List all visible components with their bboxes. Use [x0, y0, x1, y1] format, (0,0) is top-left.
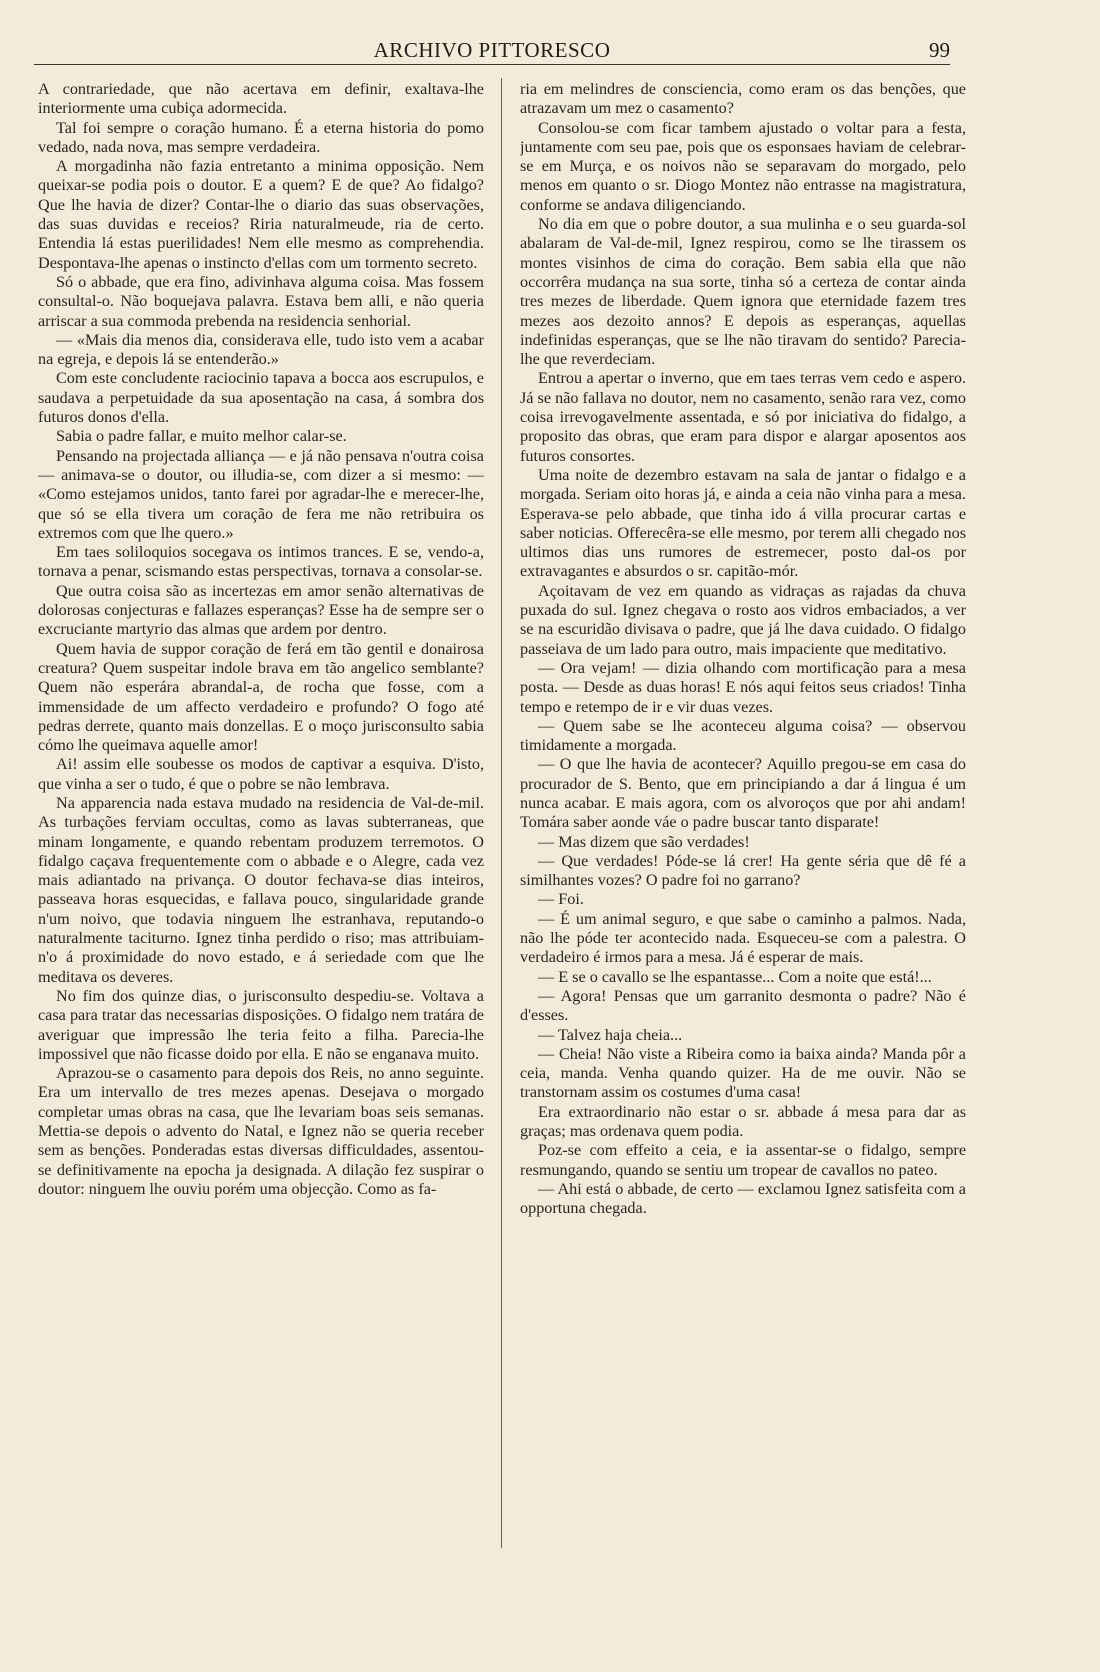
paragraph: ria em melindres de consciencia, como eram os das benções, que atrazavam um mez o casamento?: [520, 80, 966, 118]
page-header: [34, 34, 950, 65]
paragraph: — Cheia! Não viste a Ribeira como ia baixa ainda? Manda pôr a ceia, manda. Venha quando quizer. Ha de me ouvir. Não se transtornam assim os costumes d'uma casa!: [520, 1044, 966, 1102]
paragraph: No dia em que o pobre doutor, a sua mulinha e o seu guarda-sol abalaram de Val-de-mil, Ignez respirou, como se lhe tirassem os montes visinhos de cima do coração. Bem sabia ella que não occorrêra mudança na sua sorte, tinha só a certeza de contar ainda tres mezes de liberdade. Quem ignora que eternidade fazem tres mezes aos dezoito annos? E depois as esperanças, aquellas indefinidas esperanças, que se lhe não tiravam do sentido? Parecia-lhe que reverdeciam.: [520, 215, 966, 369]
paragraph: — Talvez haja cheia...: [538, 1025, 683, 1044]
paragraph: Entrou a apertar o inverno, que em taes terras vem cedo e aspero. Já se não fallava no doutor, nem no casamento, senão rara vez, como coisa irrevogavelmente assentada, e só por iniciativa do fidalgo, a proposito das obras, que eram para dispor e alargar aposentos aos futuros consortes.: [520, 369, 966, 465]
paragraph: Em taes soliloquios socegava os intimos trances. E se, vendo-a, tornava a penar, scismando estas perspectivas, tornava a consolar-se.: [38, 543, 484, 581]
paragraph: Pensando na projectada alliança — e já não pensava n'outra coisa — animava-se o doutor, ou illudia-se, com dizer a si mesmo: — «Como estejamos unidos, tanto farei por agradar-lhe e merecer-lhe, que só se ella tivera um coração de fera me não retribuira os extremos com que lhe quero.»: [38, 446, 484, 542]
paragraph: A morgadinha não fazia entretanto a minima opposição. Nem queixar-se podia pois o doutor. E a quem? E de que? Ao fidalgo? Que lhe havia de dizer? Contar-lhe o diario das suas observações, das suas duvidas e receios? Riria naturalmeude, ria de certo. Entendia lá estas puerilidades! Nem elle mesmo as comprehendia. Despontava-lhe apenas o instincto d'ellas com um tormento secreto.: [38, 157, 484, 272]
paragraph: — Ahi está o abbade, de certo — exclamou Ignez satisfeita com a opportuna chegada.: [520, 1179, 966, 1218]
paragraph: — Mas dizem que são verdades!: [538, 832, 750, 851]
paragraph: Uma noite de dezembro estavam na sala de jantar o fidalgo e a morgada. Seriam oito horas já, e ainda a ceia não vinha para a mesa. Esperava-se pelo abbade, que tinha ido á villa procurar cartas e saber noticias. Offerecêra-se elle mesmo, por terem alli chegado nos ultimos dias uns rumores de estremecer, posto dal-os por extravagantes e absurdos o sr. capitão-mór.: [520, 465, 966, 581]
paragraph: Poz-se com effeito a ceia, e ia assentar-se o fidalgo, sempre resmungando, quando se sentiu um tropear de cavallos no pateo.: [520, 1141, 966, 1179]
page-number: 99: [929, 38, 950, 62]
text-column-right: [520, 80, 966, 1600]
paragraph: Na apparencia nada estava mudado na residencia de Val-de-mil. As turbações ferviam occultas, como as lavas subterraneas, que minam longamente, e quando rebentam produzem terremotos. O fidalgo caçava frequentemente com o abbade e o Alegre, cada vez mais adiantado na privança. O doutor fechava-se dias inteiros, passeava horas esquecidas, e fallava pouco, singularidade grande n'um noivo, que todavia ninguem lhe estranhava, reputando-o naturalmente taciturno. Ignez tinha perdido o riso; mas attribuiam-n'o á proximidade do novo estado, e á seriedade com que lhe meditava os deveres.: [38, 793, 484, 986]
paragraph: — Quem sabe se lhe aconteceu alguma coisa? — observou timidamente a morgada.: [520, 716, 966, 755]
paragraph: — É um animal seguro, e que sabe o caminho a palmos. Nada, não lhe póde ter acontecido nada. Esqueceu-se com a palestra. O verdadeiro é irmos para a mesa. Já é esperar de mais.: [520, 909, 966, 967]
paragraph: — «Mais dia menos dia, considerava elle, tudo isto vem a acabar na egreja, e depois lá se entenderão.»: [38, 330, 484, 369]
paragraph: — O que lhe havia de acontecer? Aquillo pregou-se em casa do procurador de S. Bento, que em principiando a dar á lingua é um nunca acabar. E mais agora, com os alvoroços que por ahi andam! Tomára saber aonde váe o padre buscar tanto disparate!: [520, 755, 966, 832]
running-title: ARCHIVO PITTORESCO: [373, 38, 611, 62]
paragraph: Era extraordinario não estar o sr. abbade á mesa para dar as graças; mas ordenava quem podia.: [520, 1102, 966, 1141]
paragraph: — E se o cavallo se lhe espantasse... Com a noite que está!...: [538, 967, 932, 986]
paragraph: Tal foi sempre o coração humano. É a eterna historia do pomo vedado, nada nova, mas sempre verdadeira.: [38, 118, 484, 156]
paragraph: Quem havia de suppor coração de ferá em tão gentil e donairosa creatura? Quem suspeitar indole brava em tão angelico semblante? Quem não esperára abrandal-a, de rocha que fosse, com a immensidade de um affecto verdadeiro e profundo? O fogo até pedras derrete, quanto mais donzellas. E o moço jurisconsulto sabia cómo lhe queimava aquelle amor!: [38, 639, 484, 755]
paragraph: Que outra coisa são as incertezas em amor senão alternativas de dolorosas conjecturas e fallazes esperanças? Esse ha de sempre ser o excruciante martyrio das almas que ardem por dentro.: [38, 581, 484, 639]
paragraph: Açoitavam de vez em quando as vidraças as rajadas da chuva puxada do sul. Ignez chegava o rosto aos vidros embaciados, a ver se na escuridão divisava o padre, que já lhe dava cuidado. O fidalgo passeiava de um lado para outro, mais impaciente que meditativo.: [520, 581, 966, 658]
paragraph: — Agora! Pensas que um garranito desmonta o padre? Não é d'esses.: [520, 986, 966, 1025]
paragraph: Consolou-se com ficar tambem ajustado o voltar para a festa, juntamente com seu pae, pois que os esponsaes haviam de celebrar-se em Murça, e os noivos não se separavam do morgado, pelo menos em quanto o sr. Diogo Montez não entrasse na magistratura, conforme se andava diligenciando.: [520, 118, 966, 214]
paragraph: — Foi.: [538, 890, 584, 909]
paragraph: Aprazou-se o casamento para depois dos Reis, no anno seguinte. Era um intervallo de tres mezes apenas. Desejava o morgado completar umas obras na casa, que lhe levariam boas seis semanas. Mettia-se depois o advento do Natal, e Ignez não se queria receber sem as benções. Ponderadas estas diversas difficuldades, assentou-se definitivamente na epocha ja designada. A dilação fez suspirar o doutor: ninguem lhe ouviu porém uma objecção. Como as fa-: [38, 1064, 484, 1198]
paragraph: A contrariedade, que não acertava em definir, exaltava-lhe interiormente uma cubiça adormecida.: [38, 80, 484, 118]
paragraph: — Ora vejam! — dizia olhando com mortificação para a mesa posta. — Desde as duas horas! E nós aqui feitos seus criados! Tinha tempo e retempo de ir e vir duas vezes.: [520, 658, 966, 716]
paragraph: Com este concludente raciocinio tapava a bocca aos escrupulos, e saudava a perpetuidade da sua aposentação na casa, á sombra dos futuros donos d'ella.: [38, 369, 484, 427]
column-divider: [501, 78, 502, 1548]
paragraph: Só o abbade, que era fino, adivinhava alguma coisa. Mas fossem consultal-o. Não boquejava palavra. Estava bem alli, e não queria arriscar a sua commoda prebenda na residencia senhorial.: [38, 272, 484, 330]
text-column-left: [38, 80, 484, 1600]
paragraph: No fim dos quinze dias, o jurisconsulto despediu-se. Voltava a casa para tratar das necessarias disposições. O fidalgo nem tratára de averiguar que impressão lhe teria feito a filha. Parecia-lhe impossivel que não ficasse doido por ella. E não se enganava muito.: [38, 986, 484, 1063]
paragraph: Ai! assim elle soubesse os modos de captivar a esquiva. D'isto, que vinha a ser o tudo, é que o pobre se não lembrava.: [38, 755, 484, 793]
paragraph: — Que verdades! Póde-se lá crer! Ha gente séria que dê fé a similhantes vozes? O padre foi no garrano?: [520, 851, 966, 890]
paragraph: Sabia o padre fallar, e muito melhor calar-se.: [56, 427, 347, 446]
